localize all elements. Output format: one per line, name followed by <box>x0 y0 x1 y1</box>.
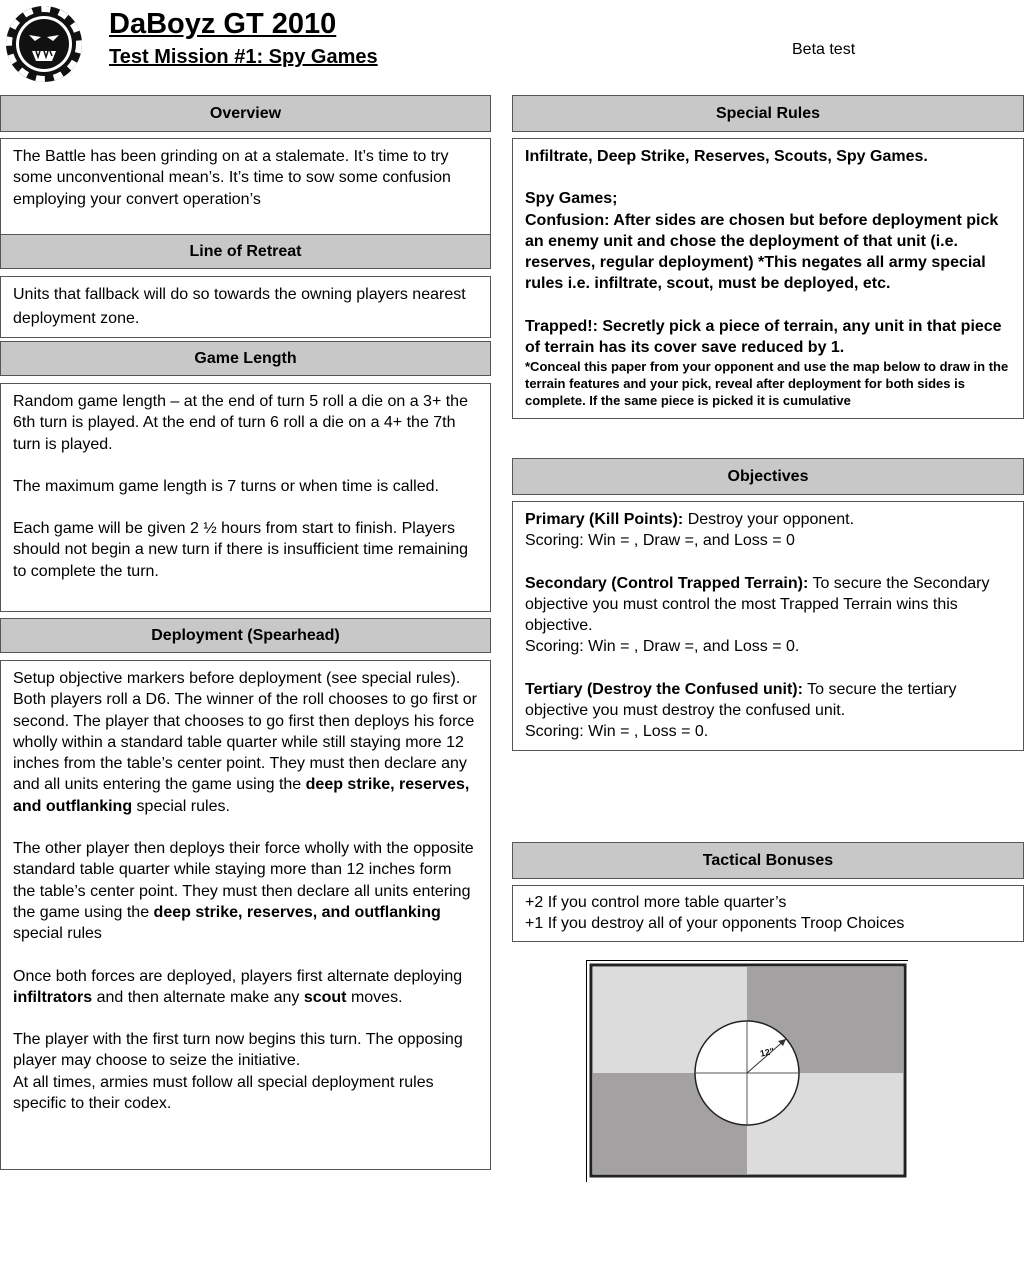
radius-label: 12" <box>759 1045 776 1059</box>
line-of-retreat-text: Units that fallback will do so towards the owning players nearest deployment zone. <box>13 286 466 327</box>
overview-heading: Overview <box>0 95 491 132</box>
game-length-text-1: Random game length – at the end of turn 5 roll a die on a 3+ the 6th turn is played. At the end of turn 6 roll a die on a 4+ the 7th turn is played. <box>13 393 468 453</box>
tactical-bonuses-section <box>512 885 1024 942</box>
line-of-retreat-section <box>0 276 491 338</box>
ork-logo-icon <box>5 5 83 83</box>
objectives-section <box>512 501 1024 751</box>
page-title: DaBoyz GT 2010 <box>109 8 337 40</box>
deployment-heading: Deployment (Spearhead) <box>0 618 491 653</box>
spy-games-title: Spy Games; <box>525 190 618 208</box>
game-length-text-3: Each game will be given 2 ½ hours from start to finish. Players should not begin a new turn if there is insufficient time remaining to complete the turn. <box>13 520 469 580</box>
special-rules-heading: Special Rules <box>512 95 1024 132</box>
page-subtitle: Test Mission #1: Spy Games <box>109 46 378 68</box>
primary-objective: Primary (Kill Points): Destroy your opponent. <box>525 511 855 528</box>
deployment-section <box>0 660 491 1170</box>
deployment-text-4: The player with the first turn now begins this turn. The opposing player may choose to seize the initiative. <box>13 1031 463 1070</box>
overview-text: The Battle has been grinding on at a stalemate. It’s time to try some unconventional mean’s. It’s time to sow some confusion employing your convert operation’s <box>13 148 451 208</box>
primary-scoring: Scoring: Win = , Draw =, and Loss = 0 <box>525 532 795 550</box>
tactical-bonus-2: +1 If you destroy all of your opponents Troop Choices <box>525 915 905 933</box>
confusion-rule: Confusion: After sides are chosen but before deployment pick an enemy unit and chose the deployment of that unit (i.e. reserves, regular deployment) *This negates all army special rules i.e. infiltrate, scout, must be deployed, etc. <box>525 211 999 293</box>
tertiary-objective: Tertiary (Destroy the Confused unit): To secure the tertiary objective you must destroy the confused unit. <box>525 680 957 720</box>
tactical-bonuses-heading: Tactical Bonuses <box>512 842 1024 879</box>
trapped-rule: Trapped!: Secretly pick a piece of terrain, any unit in that piece of terrain has its cover save reduced by 1. <box>525 317 1002 357</box>
special-rules-section <box>512 138 1024 419</box>
deployment-map <box>586 960 908 1182</box>
game-length-text-2: The maximum game length is 7 turns or when time is called. <box>13 477 439 495</box>
objectives-heading: Objectives <box>512 458 1024 495</box>
tertiary-scoring: Scoring: Win = , Loss = 0. <box>525 723 709 741</box>
conceal-note: *Conceal this paper from your opponent and use the map below to draw in the terrain features and your pick, reveal after deployment for both sides is complete. If the same piece is picked it is cumulative <box>525 359 1009 409</box>
status-label: Beta test <box>792 41 856 58</box>
secondary-objective: Secondary (Control Trapped Terrain): To secure the Secondary objective you must control the most Trapped Terrain wins this objective. <box>525 574 990 635</box>
deployment-text-1: Setup objective markers before deployment (see special rules). Both players roll a D6. The winner of the roll chooses to go first or second. The player that chooses to go first then deploys his force wholly within a standard table quarter while still staying more 12 inches from the table’s center point. They must then declare any and all units entering the game using the deep strike, reserves, and outflanking special rules. <box>13 670 477 815</box>
deployment-text-5: At all times, armies must follow all special deployment rules specific to their codex. <box>13 1073 434 1113</box>
special-rules-list: Infiltrate, Deep Strike, Reserves, Scouts, Spy Games. <box>525 148 928 165</box>
overview-section <box>0 138 491 235</box>
line-of-retreat-heading: Line of Retreat <box>0 234 491 269</box>
game-length-section <box>0 383 491 612</box>
tactical-bonus-1: +2 If you control more table quarter’s <box>525 894 787 911</box>
game-length-heading: Game Length <box>0 341 491 376</box>
deployment-text-2: The other player then deploys their force wholly with the opposite standard table quarter while staying more than 12 inches form the table’s center point. They must then declare all units entering the game using the deep strike, reserves, and outflanking special rules <box>13 840 474 943</box>
deployment-text-3: Once both forces are deployed, players first alternate deploying infiltrators and then alternate make any scout moves. <box>13 967 463 1006</box>
secondary-scoring: Scoring: Win = , Draw =, and Loss = 0. <box>525 638 800 656</box>
